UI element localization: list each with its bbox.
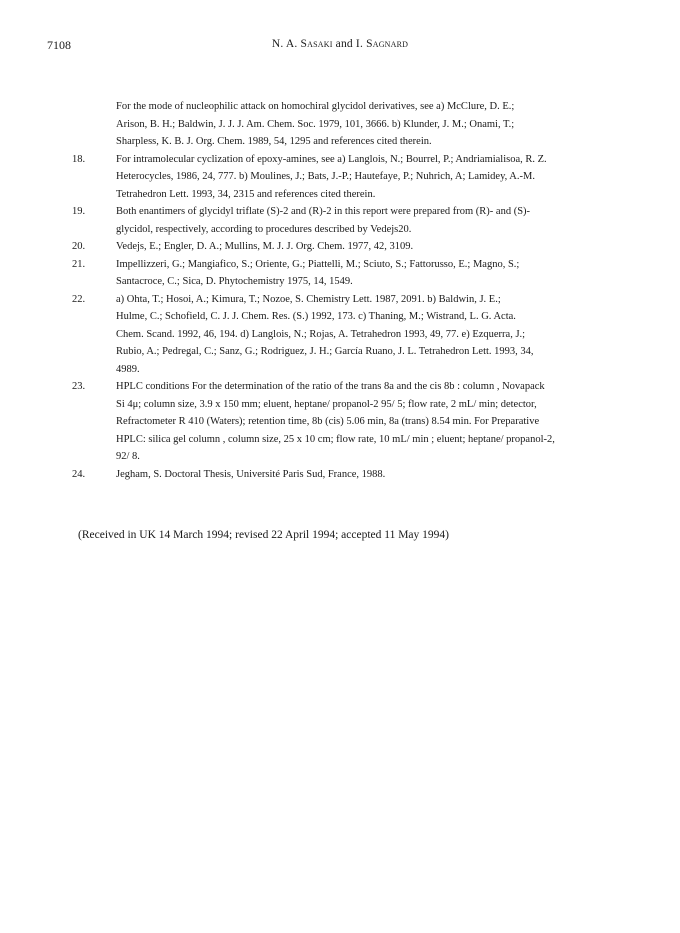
received-dates: (Received in UK 14 March 1994; revised 22 April 1994; accepted 11 May 1994) bbox=[78, 529, 449, 541]
reference-entry bbox=[0, 238, 680, 256]
reference-text bbox=[116, 291, 636, 379]
reference-line: Sharpless, K. B. J. Org. Chem. 1989, 54, 1295 and references cited therein. bbox=[116, 136, 432, 147]
reference-number: 23. bbox=[72, 381, 86, 392]
reference-line: Rubio, A.; Pedregal, C.; Sanz, G.; Rodriguez, J. H.; García Ruano, J. L. Tetrahedron Lett. 1993, 34, bbox=[116, 346, 534, 357]
reference-line: a) Ohta, T.; Hosoi, A.; Kimura, T.; Nozoe, S. Chemistry Lett. 1987, 2091. b) Baldwin, J. E.; bbox=[116, 293, 501, 305]
reference-text bbox=[116, 98, 636, 151]
running-authors bbox=[0, 38, 680, 50]
reference-list bbox=[0, 98, 680, 483]
reference-text bbox=[116, 466, 636, 484]
page-number: 7108 bbox=[47, 38, 71, 52]
reference-line: For intramolecular cyclization of epoxy-amines, see a) Langlois, N.; Bourrel, P.; Andriamialisoa, R. Z. bbox=[116, 153, 547, 165]
reference-line: Jegham, S. Doctoral Thesis, Université Paris Sud, France, 1988. bbox=[116, 468, 386, 480]
reference-line: Hulme, C.; Schofield, C. J. J. Chem. Res. (S.) 1992, 173. c) Thaning, M.; Wistrand, L. G. Acta. bbox=[116, 311, 516, 322]
reference-line: 4989. bbox=[116, 363, 140, 375]
reference-entry bbox=[0, 466, 680, 484]
reference-number: 18. bbox=[72, 153, 86, 165]
reference-entry bbox=[0, 98, 680, 151]
reference-line: Vedejs, E.; Engler, D. A.; Mullins, M. J. J. Org. Chem. 1977, 42, 3109. bbox=[116, 241, 414, 252]
reference-line: Arison, B. H.; Baldwin, J. J. J. Am. Chem. Soc. 1979, 101, 3666. b) Klunder, J. M.; Onami, T.; bbox=[116, 118, 515, 130]
reference-line: HPLC conditions For the determination of the ratio of the trans 8a and the cis 8b : column , Novapack bbox=[116, 381, 545, 392]
reference-text bbox=[116, 238, 636, 256]
reference-text bbox=[116, 151, 636, 204]
reference-entry bbox=[0, 256, 680, 291]
reference-number: 22. bbox=[72, 293, 86, 305]
reference-number: 19. bbox=[72, 206, 86, 217]
reference-entry bbox=[0, 151, 680, 204]
running-header bbox=[0, 38, 680, 58]
authors-prefix: N. A. S bbox=[271, 38, 308, 50]
reference-line: Santacroce, C.; Sica, D. Phytochemistry 1975, 14, 1549. bbox=[116, 276, 353, 287]
reference-line: Heterocycles, 1986, 24, 777. b) Moulines, J.; Bats, J.-P.; Hautefaye, P.; Nuhrich, A; Lamidey, A.-M. bbox=[116, 171, 535, 182]
authors-mid: and I. S bbox=[332, 38, 373, 50]
reference-line: For the mode of nucleophilic attack on homochiral glycidol derivatives, see a) McClure, D. E.; bbox=[116, 101, 515, 112]
reference-line: Both enantimers of glycidyl triflate (S)-2 and (R)-2 in this report were prepared from (R)- and (S)- bbox=[116, 206, 531, 217]
reference-line: HPLC: silica gel column , column size, 25 x 10 cm; flow rate, 10 mL/ min ; eluent; heptane/ propanol-2, bbox=[116, 433, 555, 445]
reference-text bbox=[116, 256, 636, 291]
reference-number: 21. bbox=[72, 258, 86, 270]
authors-smallcaps-1: asaki bbox=[307, 38, 333, 50]
reference-line: Tetrahedron Lett. 1993, 34, 2315 and references cited therein. bbox=[116, 188, 376, 200]
reference-text bbox=[116, 378, 636, 466]
reference-line: 92/ 8. bbox=[116, 451, 140, 462]
reference-line: Si 4μ; column size, 3.9 x 150 mm; eluent, heptane/ propanol-2 95/ 5; flow rate, 2 mL/ min; detector, bbox=[116, 398, 537, 410]
reference-entry bbox=[0, 203, 680, 238]
reference-entry bbox=[0, 378, 680, 466]
reference-text bbox=[116, 203, 636, 238]
authors-smallcaps-2: agnard bbox=[372, 38, 409, 50]
reference-line: Impellizzeri, G.; Mangiafico, S.; Oriente, G.; Piattelli, M.; Sciuto, S.; Fattorusso, E.; Magno, S.; bbox=[116, 258, 520, 270]
reference-number: 20. bbox=[72, 241, 86, 252]
reference-line: glycidol, respectively, according to procedures described by Vedejs20. bbox=[116, 223, 412, 235]
reference-line: Chem. Scand. 1992, 46, 194. d) Langlois, N.; Rojas, A. Tetrahedron 1993, 49, 77. e) Ezquerra, J.; bbox=[116, 328, 526, 340]
reference-number: 24. bbox=[72, 468, 86, 480]
reference-entry bbox=[0, 291, 680, 379]
reference-line: Refractometer R 410 (Waters); retention time, 8b (cis) 5.06 min, 8a (trans) 8.54 min. For Preparative bbox=[116, 416, 540, 427]
